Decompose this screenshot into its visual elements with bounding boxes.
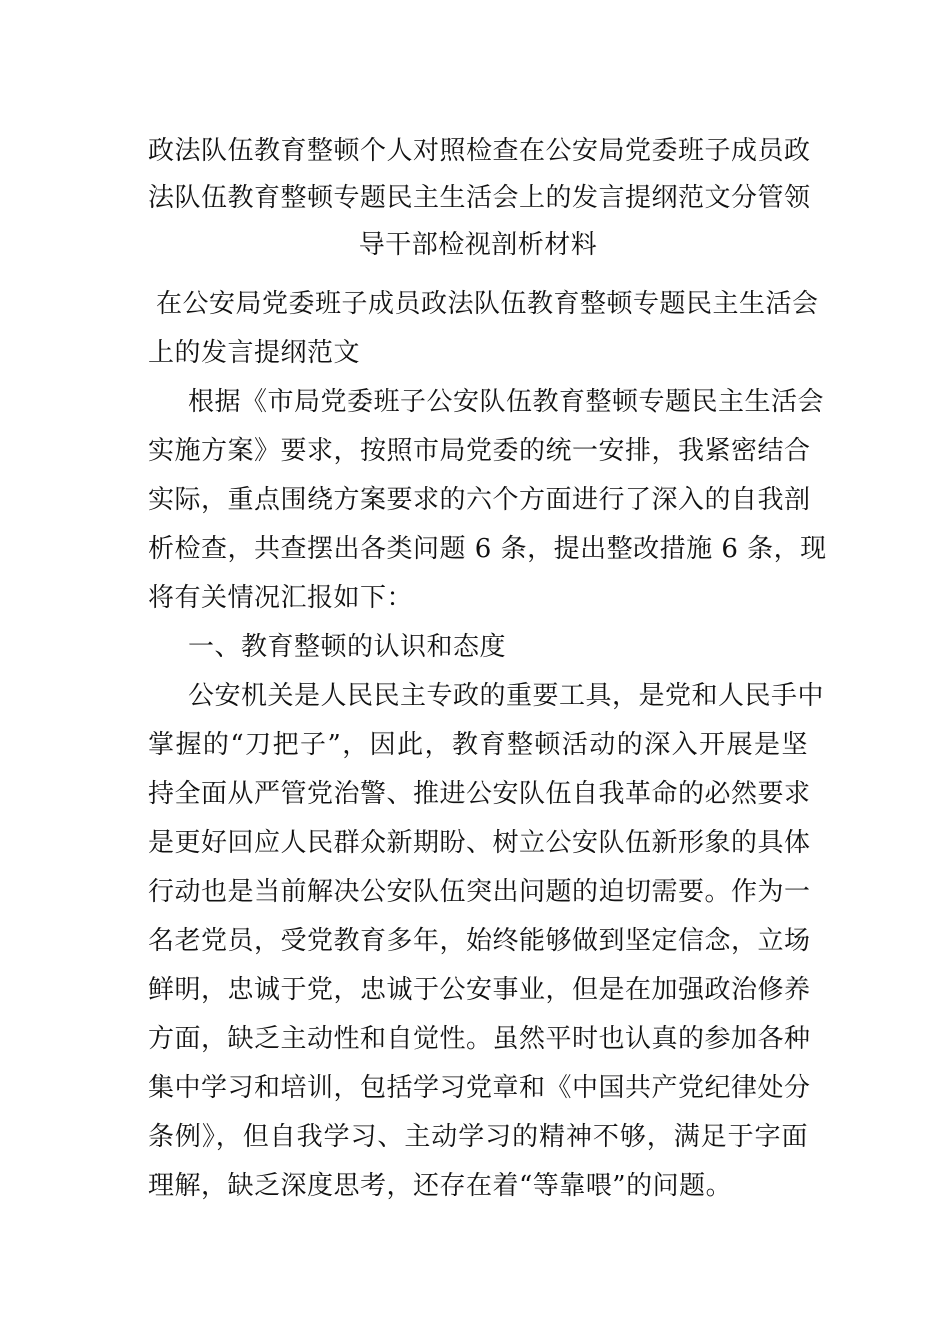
- document-title: [148, 128, 811, 269]
- paragraph-line: 掌握的“刀把子”，因此，教育整顿活动的深入开展是坚: [148, 730, 808, 760]
- paragraph-line: 条例》，但自我学习、主动学习的精神不够，满足于字面: [148, 1122, 808, 1152]
- intro-paragraph: [148, 378, 827, 623]
- subtitle: [148, 280, 819, 378]
- paragraph-line: 持全面从严管党治警、推进公安队伍自我革命的必然要求: [148, 779, 811, 809]
- paragraph-line: 公安机关是人民民主专政的重要工具，是党和人民手中: [188, 681, 825, 711]
- document-body: [148, 280, 827, 1211]
- subtitle-line: 上的发言提纲范文: [148, 338, 361, 368]
- paragraph-line: 名老党员，受党教育多年，始终能够做到坚定信念，立场: [148, 926, 811, 956]
- paragraph-line: 实施方案》要求，按照市局党委的统一安排，我紧密结合: [148, 436, 811, 466]
- paragraph-line: 行动也是当前解决公安队伍突出问题的迫切需要。作为一: [148, 877, 811, 907]
- title-line: 政法队伍教育整顿个人对照检查在公安局党委班子成员政: [148, 136, 811, 166]
- paragraph-line: 理解，缺乏深度思考，还存在着“等靠喂”的问题。: [148, 1171, 733, 1201]
- paragraph-line: 根据《市局党委班子公安队伍教育整顿专题民主生活会: [188, 387, 825, 417]
- paragraph-line: 是更好回应人民群众新期盼、树立公安队伍新形象的具体: [148, 828, 811, 858]
- subtitle-line: 在公安局党委班子成员政法队伍教育整顿专题民主生活会: [156, 289, 819, 319]
- paragraph-line: 方面，缺乏主动性和自觉性。虽然平时也认真的参加各种: [148, 1024, 811, 1054]
- section-paragraph: [148, 672, 825, 1211]
- section-heading: 一、教育整顿的认识和态度: [188, 632, 507, 662]
- paragraph-line: 将有关情况汇报如下：: [148, 583, 414, 613]
- title-line: 法队伍教育整顿专题民主生活会上的发言提纲范文分管领: [148, 183, 811, 213]
- title-line: 导干部检视剖析材料: [358, 230, 598, 260]
- paragraph-line: 实际，重点围绕方案要求的六个方面进行了深入的自我剖: [148, 485, 811, 515]
- paragraph-line: 析检查，共查摆出各类问题 6 条，提出整改措施 6 条，现: [148, 534, 827, 564]
- paragraph-line: 鲜明，忠诚于党，忠诚于公安事业，但是在加强政治修养: [148, 975, 811, 1005]
- paragraph-line: 集中学习和培训，包括学习党章和《中国共产党纪律处分: [148, 1073, 811, 1103]
